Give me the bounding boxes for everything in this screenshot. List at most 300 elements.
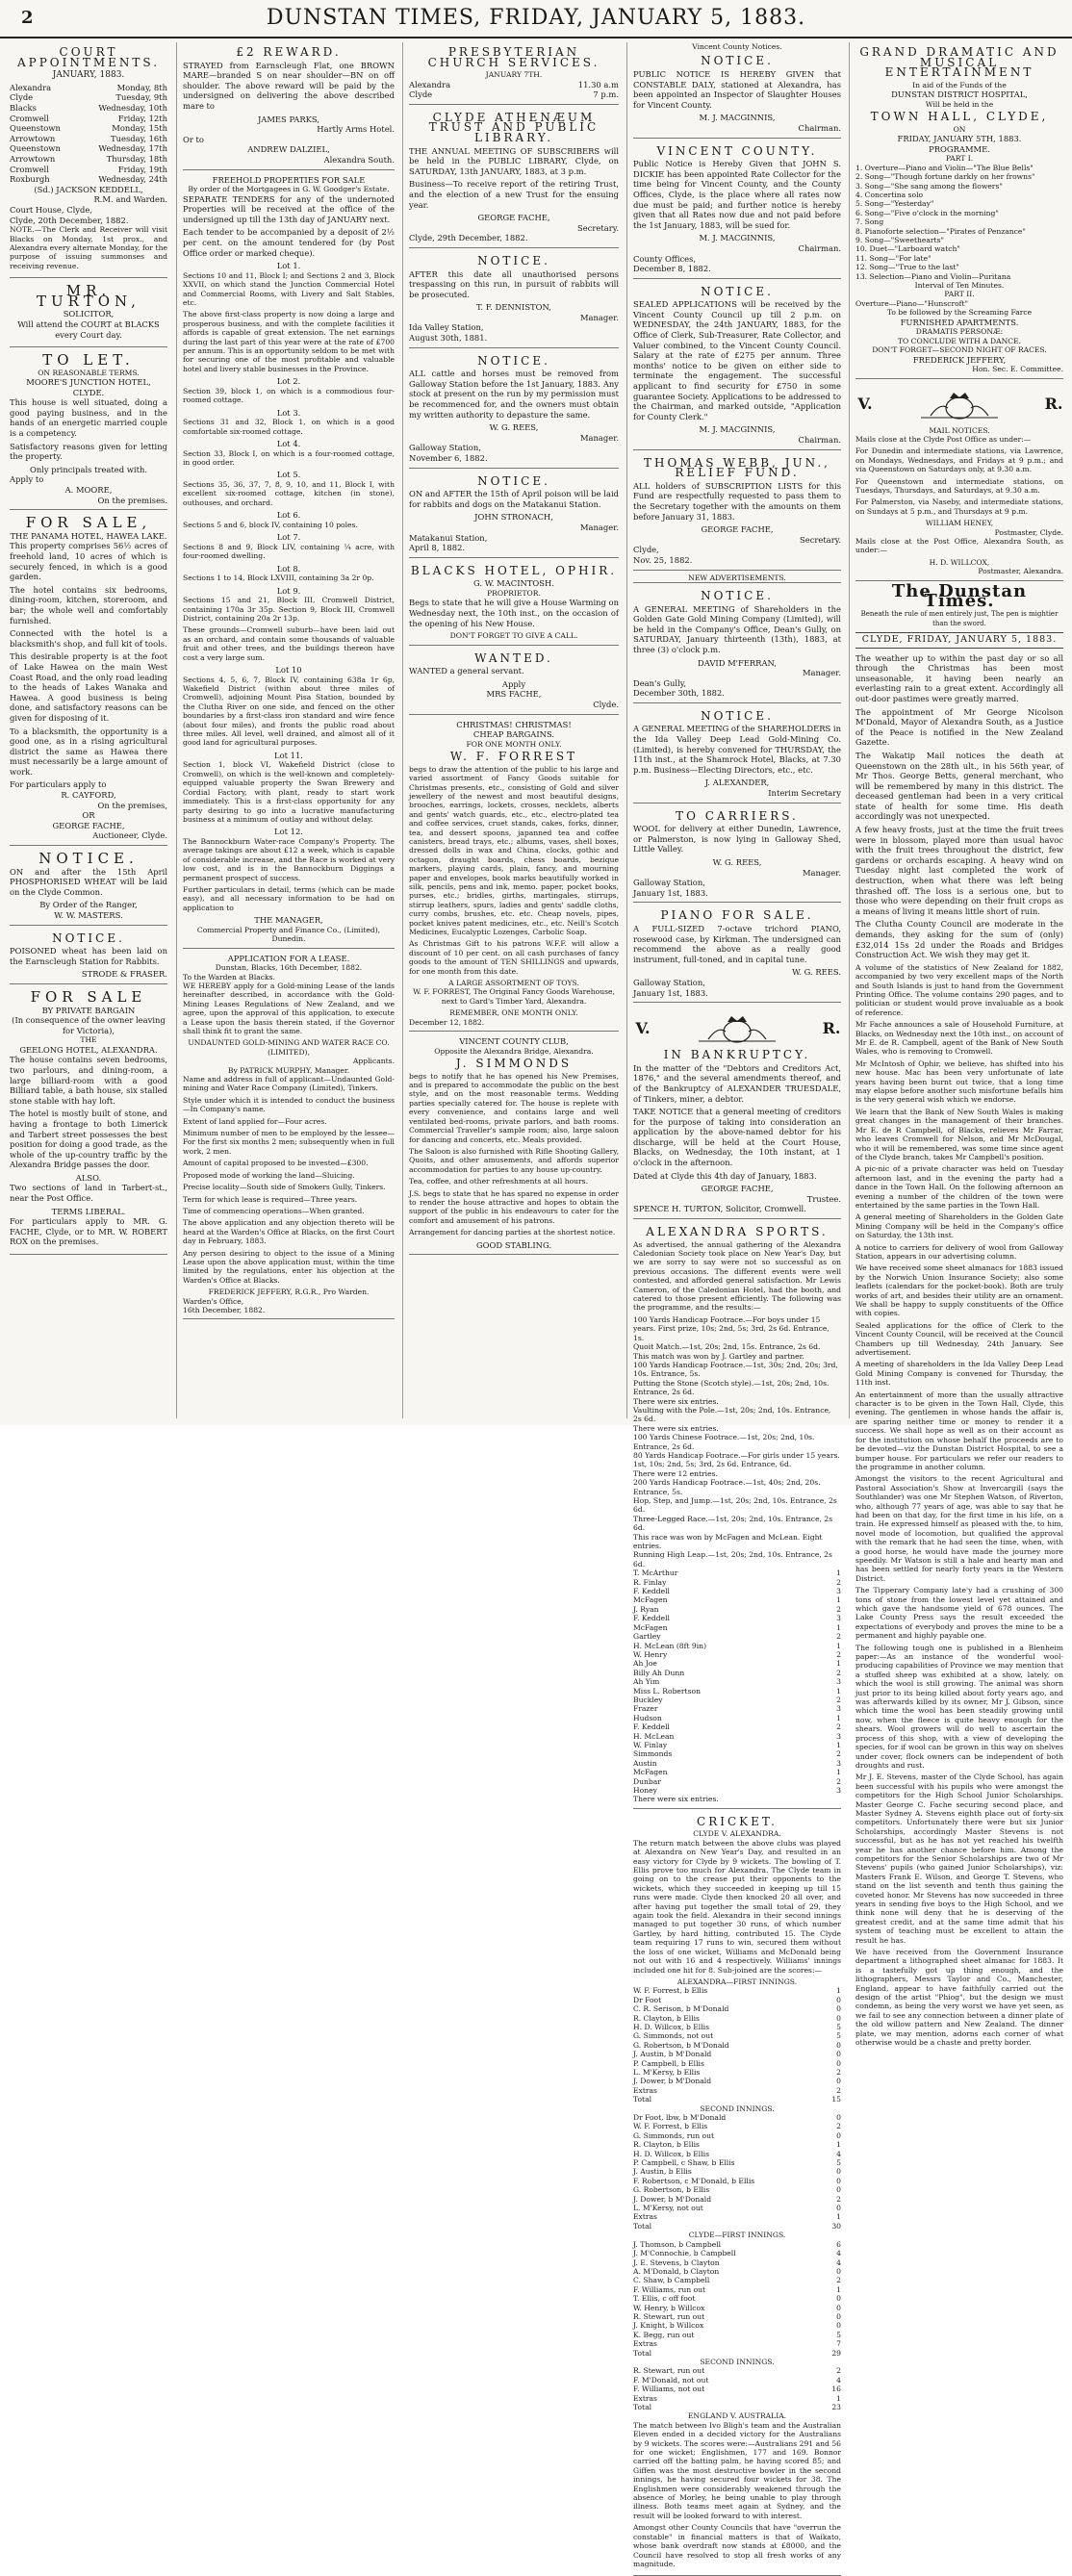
- athenaeum-ad: [409, 108, 619, 248]
- score-row: [633, 1996, 841, 2004]
- solicitor: SPENCE H. TURTON, Solicitor, Cromwell.: [633, 1204, 806, 1214]
- court-place: Blacks: [10, 102, 37, 113]
- county-clerk-notice: [633, 282, 841, 450]
- batsman: W. F. Forrest, b Ellis: [633, 1986, 708, 1996]
- ad-text: AFTER this date all unauthorised persons trespassing on this run, in pursuit of rabbits will be prosecuted.: [409, 268, 619, 299]
- total-label: Total: [633, 2095, 652, 2104]
- result-row: [633, 1677, 841, 1686]
- score-row: [633, 2321, 841, 2330]
- date: JANUARY 7TH.: [485, 70, 543, 80]
- result-position: 3: [836, 1587, 841, 1596]
- total-row: [633, 2349, 841, 2358]
- freehold-properties-ad: [183, 173, 395, 949]
- ad-text: In the matter of the "Debtors and Creditors Act, 1876," and the several amendments thereof, and of the Bankruptcy of ALEXANDER TRUESDALE, of Tinkers, miner, a debtor.: [633, 1062, 841, 1104]
- company-name: UNDAUNTED GOLD-MINING AND WATER RACE CO. (LIMITED),: [188, 1038, 390, 1057]
- event-line: 100 Yards Chinese Footrace.—1st, 20s; 2nd, 10s. Entrance, 2s 6d.: [633, 1433, 815, 1451]
- date: December 30th, 1882.: [633, 688, 725, 699]
- ad-text: The Saloon is also furnished with Rifle Shooting Gallery, Quoits, and other amusements, and affords superior accommodation for parties to any house up-country.: [409, 1146, 619, 1174]
- event-line: 100 Yards Handicap Footrace.—1st, 30s; 2nd, 20s; 3rd, 10s. Entrance, 5s.: [633, 1360, 838, 1379]
- ad-text: ALSO.: [75, 1172, 102, 1183]
- section-heading: NEW ADVERTISEMENTS.: [633, 574, 841, 583]
- service-time: 11.30 a.m: [577, 79, 619, 89]
- masthead: [0, 0, 1072, 38]
- ad-text: THE ANNUAL MEETING OF SUBSCRIBERS will be held in the PUBLIC LIBRARY, Clyde, on SATURDAY, 13th JANUARY, 1883, at 3 p.m.: [409, 145, 619, 176]
- signature-title: Chairman.: [798, 122, 841, 133]
- ad-text: A LARGE ASSORTMENT OF TOYS.: [448, 979, 579, 988]
- total-runs: 30: [831, 2221, 841, 2231]
- signature: W. G. REES,: [489, 422, 539, 433]
- court-place: Arrowtown: [10, 153, 56, 164]
- event-line: Putting the Stone (Scotch style).—1st, 20s; 2nd, 10s. Entrance, 2s 6d.: [633, 1378, 830, 1397]
- result-name: Gartley: [633, 1632, 661, 1642]
- lot-text: These grounds—Cromwell suburb—have been laid out as an orchard, and contain some thousands of valuable fruit and other trees, and the buildings thereon have cost a very large sum.: [183, 625, 395, 662]
- agent-location: On the premises.: [97, 495, 167, 505]
- proprietor-name: G. W. MACINTOSH.: [472, 578, 554, 589]
- cricket-report: [633, 1812, 841, 2576]
- lot-text: Section 39, block 1, on which is a commodious four-roomed cottage.: [183, 386, 395, 405]
- total-label: Total: [633, 2403, 652, 2411]
- ad-heading: NOTICE.: [477, 253, 550, 268]
- part-label: PART I.: [945, 154, 974, 164]
- batsman: J. Austin, b M'Donald: [633, 2050, 712, 2059]
- ad-text: SEPARATE TENDERS for any of the undernoted Properties will be received at the office of the undersigned up till the 13th day of JANUARY next.: [183, 193, 395, 224]
- event-line: There were six entries.: [633, 1423, 719, 1433]
- christmas-bargains-ad: [409, 718, 619, 1033]
- batsman: Extras: [633, 2393, 657, 2403]
- ad-text: Business—To receive report of the retiring Trust, and the election of a new Trust for the ensuing year.: [409, 179, 619, 210]
- event-line: This match was won by J. Gartley and partner.: [633, 1351, 804, 1361]
- ad-text: Mails close at the Clyde Post Office as under:—: [855, 434, 1032, 444]
- court-table: [10, 83, 167, 185]
- score-row: [633, 2249, 841, 2257]
- result-name: Ah Yim: [633, 1677, 660, 1687]
- runs: 0: [836, 2050, 841, 2059]
- court-row: [10, 143, 167, 154]
- poisoned-wheat-notice: [10, 929, 167, 984]
- service-place: Alexandra: [409, 79, 451, 89]
- signature-title: Postmaster, Alexandra.: [978, 567, 1063, 576]
- score-row: [633, 2212, 841, 2221]
- runs: 4: [836, 2249, 841, 2258]
- programme-heading: PROGRAMME.: [929, 143, 990, 154]
- ad-text: For Dunedin and intermediate stations, via Lawrence, on Mondays, Wednesdays, and Fridays at 9 p.m.; and via Queenstown on Saturdays only, at 9.30 a.m.: [855, 446, 1063, 474]
- lot-text: Sections 8 and 9, Block LIV, containing ¼ acre, with four-roomed dwelling.: [183, 542, 395, 561]
- lot-text: Section 1, block VI, Wakefield District (close to Cromwell), on which is the well-known and completely-equipped valuable property the Swan Brewery and Cordial Factory, with plant, ready to start work immediately. This is a first-class opportunity for any party desiring to go into a lucrative manufacturing business at a minimum of outlay and without delay.: [183, 760, 395, 824]
- result-name: H. McLean: [633, 1731, 675, 1741]
- ad-heading: FOR SALE: [30, 987, 147, 1006]
- column-5: [849, 42, 1069, 2048]
- lot-label: Lot 4.: [276, 438, 301, 448]
- result-row: [633, 1650, 841, 1659]
- date: December 8, 1882.: [633, 264, 711, 274]
- result-row: [633, 1623, 841, 1632]
- score-row: [633, 2023, 841, 2031]
- ad-heading: WANTED.: [474, 650, 553, 665]
- to-let-ad: [10, 350, 167, 510]
- batsman: G. Simmonds, run out: [633, 2130, 715, 2140]
- mail-notices: [855, 382, 1063, 581]
- farce-title: FURNISHED APARTMENTS.: [900, 317, 1019, 327]
- ad-text: Style under which it is intended to conduct the business—In Company's name.: [183, 1095, 395, 1114]
- merchant-name: W. F. FORREST: [449, 750, 578, 764]
- signature-place: Galloway Station,: [409, 443, 481, 453]
- news-item: The Tipperary Company late'y had a crushing of 300 tons of stone from the lowest level yet attained and which gave the handsome yield of 678 ounces. The Lake County Press says the result exceeded the expectations of everybody and proves the mine to be a permanent and highly payable one.: [855, 1586, 1063, 1641]
- ad-heading: CRICKET.: [697, 1814, 778, 1828]
- ad-subheading: FOR ONE MONTH ONLY.: [466, 739, 562, 749]
- court-row: [10, 154, 167, 165]
- programme-list: [855, 164, 1063, 281]
- ad-text: ON and after the 15th April PHOSPHORISED WHEAT will be laid on the Clyde Common.: [10, 866, 167, 897]
- result-row: [633, 1578, 841, 1587]
- signature-title: Manager.: [579, 522, 619, 532]
- batsman: J. M'Connochie, b Campbell: [633, 2249, 736, 2258]
- court-date: Wednesday, 24th: [98, 174, 167, 185]
- hotel-name: MOORE'S JUNCTION HOTEL, CLYDE.: [26, 377, 151, 397]
- batsman: P. Campbell, b Ellis: [633, 2058, 704, 2068]
- ad-text: THE: [80, 1035, 97, 1045]
- date: August 30th, 1881.: [409, 333, 488, 344]
- alexandra-sports: [633, 1222, 841, 1809]
- result-name: Dunbar: [633, 1776, 661, 1786]
- result-position: 2: [836, 1749, 841, 1759]
- date: Clyde, 29th December, 1882.: [409, 233, 528, 243]
- ad-text: Only principals treated with.: [29, 464, 148, 474]
- score-row: [633, 2122, 841, 2130]
- ad-text: TERMS LIBERAL.: [51, 1206, 126, 1216]
- ad-heading: MR. TURTON,: [37, 282, 140, 310]
- runs: 0: [836, 2013, 841, 2023]
- event-line: 200 Yards Handicap Footrace.—1st, 40s; 2nd, 20s. Entrance, 5s.: [633, 1478, 821, 1496]
- ad-text: As Christmas Gift to his patrons W.F.F. will allow a discount of 10 per cent. on all cash purchases of fancy goods to the amount of TEN SHILLINGS and upwards, for one month from this date.: [409, 939, 619, 976]
- court-date: Tuesday, 16th: [111, 133, 167, 143]
- result-position: 2: [836, 1776, 841, 1786]
- runs: 5: [836, 2031, 841, 2041]
- score-row: [633, 2285, 841, 2294]
- ad-heading: APPLICATION FOR A LEASE.: [227, 953, 350, 963]
- batsman: F. Williams, not out: [633, 2385, 705, 2394]
- ad-text: SEALED APPLICATIONS will be received by the Vincent County Council up till 2 p.m. on WEDNESDAY, the 24th JANUARY, 1883, for the Office of Clerk, Sub-Treasurer, Rate Collector, and Valuer combined, to the Vincent County Council. Salary at the rate of £275 per annum. Three months' notice to be given on either side to terminate the engagement. The successful applicant to find security for £750 in some guarantee Society. Applications to be addressed to the Chairman, and marked outside, "Application for County Clerk.": [633, 299, 841, 421]
- ad-terms: ON REASONABLE TERMS.: [38, 368, 140, 377]
- batsman: W. F. Forrest, b Ellis: [633, 2122, 708, 2131]
- court-date: Friday, 12th: [117, 113, 167, 123]
- batsman: T. Ellis, c off foot: [633, 2294, 696, 2304]
- batsman: Dr Foot: [633, 1995, 662, 2004]
- result-row: [633, 1605, 841, 1614]
- news-item: A volume of the statistics of New Zealand for 1882, accompanied by two very excellent maps of the North and South Islands is just to hand from the Government Printing Office. The volume contains 290 pages, and to politician or student would prove invaluable as a book of reference.: [855, 962, 1063, 1017]
- programme-item: 8. Pianoforte selection—"Pirates of Penzance": [855, 226, 1026, 236]
- programme-item: 6. Song—"Five o'clock in the morning": [855, 208, 999, 217]
- programme-item: 11. Song—"For late": [855, 253, 932, 263]
- runs: 1: [836, 2212, 841, 2222]
- result-name: F. Keddell: [633, 1722, 670, 1732]
- ad-text: In aid of the Funds of the: [912, 80, 1007, 89]
- batsman: G. Robertson, b M'Donald: [633, 2040, 729, 2050]
- batsman: H. D. Willcox, b Ellis: [633, 2149, 709, 2158]
- result-position: 3: [836, 1614, 841, 1623]
- score-row: [633, 2204, 841, 2212]
- total-runs: 23: [831, 2403, 841, 2411]
- ad-heading: NOTICE.: [701, 284, 774, 298]
- result-name: Buckley: [633, 1695, 663, 1704]
- royal-arms-emblem: V. R.: [633, 1011, 841, 1046]
- lease-application-ad: [183, 952, 395, 1320]
- result-position: 1: [836, 1622, 841, 1632]
- vincent-county-club-ad: [409, 1034, 619, 1255]
- result-row: [633, 1722, 841, 1731]
- ad-text: Term for which lease is required—Three years.: [183, 1194, 358, 1204]
- ad-text: Applicants.: [352, 1057, 395, 1066]
- score-row: [633, 2031, 841, 2040]
- ad-text: DRAMATIS PERSONÆ:: [915, 327, 1004, 337]
- batsman: Extras: [633, 2085, 657, 2095]
- section-heading: Vincent County Notices.: [692, 42, 782, 51]
- ad-text: For Queenstown and intermediate stations, on Tuesdays, Thursdays, and Saturdays, at 9.30 a.m.: [855, 476, 1063, 495]
- innings-heading: CLYDE—FIRST INNINGS.: [688, 2231, 786, 2240]
- ad-subheading: By order of the Mortgagees in G. W. Goodger's Estate.: [188, 185, 390, 194]
- score-row: [633, 2131, 841, 2140]
- ad-tagline: DON'T FORGET TO GIVE A CALL.: [449, 631, 578, 641]
- lot-label: Lot 8.: [276, 563, 301, 574]
- ad-heading: PIANO FOR SALE.: [660, 908, 814, 923]
- programme-item: 13. Selection—Piano and Violin—Puritana: [855, 271, 1011, 281]
- result-position: 1: [836, 1686, 841, 1696]
- signature: M. J. MACGINNIS,: [699, 233, 776, 243]
- ad-text: By Order of the Ranger,: [39, 900, 138, 910]
- batsman: Dr Foot, lbw, b M'Donald: [633, 2113, 727, 2122]
- page-number: 2: [21, 8, 34, 28]
- result-position: 2: [836, 1649, 841, 1659]
- runs: 0: [836, 2130, 841, 2140]
- ad-heading: THOMAS WEBB, JUN., RELIEF FUND.: [644, 455, 830, 480]
- result-name: Frazer: [633, 1704, 658, 1714]
- reward-ad: [183, 42, 395, 170]
- ad-text: A FULL-SIZED 7-octave trichord PIANO, rosewood case, by Kirkman. The undersigned can recommend the above as a really good instrument, full-toned, and in capital tune.: [633, 923, 841, 964]
- ad-text: WANTED a general servant.: [409, 666, 524, 676]
- batsman: A. M'Donald, b Clayton: [633, 2266, 720, 2276]
- batsman: J. Dower, b M'Donald: [633, 2077, 712, 2086]
- court-row: [10, 114, 167, 124]
- score-row: [633, 2312, 841, 2321]
- result-row: [633, 1632, 841, 1641]
- lot-label: Lot 10: [275, 665, 302, 676]
- signature: THE MANAGER,: [254, 915, 323, 926]
- result-row: [633, 1786, 841, 1795]
- agent-location: On the premises,: [97, 800, 167, 810]
- programme-item: 10. Duet—"Larboard watch": [855, 244, 960, 254]
- panama-hotel-ad: [10, 513, 167, 846]
- score-row: [633, 2385, 841, 2393]
- result-row: [633, 1749, 841, 1758]
- batsman: K. Begg, run out: [633, 2330, 695, 2339]
- result-name: Miss L. Robertson: [633, 1686, 701, 1696]
- score-row: [633, 2195, 841, 2204]
- innings-heading: SECOND INNINGS.: [700, 2357, 775, 2366]
- result-name: F. Keddell: [633, 1614, 670, 1623]
- ad-text: A GENERAL MEETING of Shareholders in the Golden Gate Gold Mining Company (Limited), will be held in the Company's Office, Dean's Gully, on SATURDAY, January thirteenth (13th), 1883, at three (3) o'clock p.m.: [633, 603, 841, 654]
- news-item: Mr McIntosh of Ophir, we believe, has shifted into his new house. Mac has been very unfortunate of late years having been burnt out twice, that a long time may elapse before another such misfortune befalls him is the very general wish which we endorse.: [855, 1058, 1063, 1105]
- result-position: 3: [836, 1731, 841, 1741]
- result-row: [633, 1569, 841, 1577]
- runs: 0: [836, 2077, 841, 2086]
- ad-tagline: REMEMBER, ONE MONTH ONLY.: [449, 1008, 578, 1018]
- signature: GEORGE FACHE,: [701, 524, 774, 535]
- signature: MRS FACHE,: [486, 689, 542, 700]
- court-place: Roxburgh: [10, 174, 50, 185]
- ida-valley-notice: [409, 251, 619, 348]
- score-row: [633, 2331, 841, 2339]
- result-name: J. Ryan: [633, 1604, 659, 1614]
- bankruptcy-notice: [633, 1006, 841, 1219]
- ad-text: The hotel is mostly built of stone, and having a frontage to both Limerick and Tarbert street possesses the best position for doing a good trade, as the whole of the up-country traffic by the Alexandra Bridge passes the door.: [10, 1109, 167, 1170]
- ad-heading: MAIL NOTICES.: [929, 425, 990, 435]
- result-position: 1: [836, 1740, 841, 1749]
- turton-ad: [10, 281, 167, 347]
- programme-item: Overture—Piano—"Hunscroft": [855, 298, 969, 308]
- score-row: [633, 2394, 841, 2403]
- signature: DAVID M'FERRAN,: [698, 657, 777, 668]
- ad-text: TO CONCLUDE WITH A DANCE.: [897, 336, 1022, 345]
- court-place: Cromwell: [10, 113, 49, 123]
- programme-item: 5. Song—"Yesterday": [855, 199, 934, 209]
- ida-valley-deep-lead-notice: [633, 706, 841, 803]
- result-name: H. McLean (8ft 9in): [633, 1641, 707, 1650]
- date: January 1st, 1883.: [633, 887, 708, 898]
- hotel-name: GEELONG HOTEL, ALEXANDRA.: [19, 1044, 158, 1055]
- batsman: R. Stewart, run out: [633, 2366, 705, 2376]
- court-date: Thursday, 18th: [106, 153, 167, 164]
- event-line: Running High Leap.—1st, 20s; 2nd, 10s. Entrance, 2s 6d.: [633, 1550, 832, 1569]
- news-item: The Wakatip Mail notices the death at Queenstown on the 28th ult., in his 56th year, of Mr Thos. George Betts, general merchant, who will be remembered by many in this district. The deceased gentleman had been in a very critical state of health for some time. His death accordingly was not unexpected.: [855, 750, 1063, 822]
- ad-text: Tea, coffee, and other refreshments at all hours.: [409, 1177, 588, 1186]
- signature: J. ALEXANDER,: [704, 778, 770, 788]
- runs: 1: [836, 2284, 841, 2294]
- signature-title: Chairman.: [798, 242, 841, 253]
- batsman: W. Henry, b Willcox: [633, 2303, 705, 2312]
- score-row: [633, 2086, 841, 2095]
- court-row: [10, 103, 167, 114]
- ad-text: begs to notify that he has opened his New Premises, and is prepared to accommodate the public on the best style, and on the most reasonable terms. Wedding parties specially catered for. The house is replete with every convenience, and contains large and well ventilated bed-rooms, private parlors, and bath rooms. Commercial Traveller's sample room; also, large saloon for dancing and concerts, etc. Meals provided.: [409, 1071, 619, 1144]
- ad-heading: COURT APPOINTMENTS.: [16, 45, 161, 69]
- runs: 0: [836, 2058, 841, 2068]
- result-row: [633, 1714, 841, 1722]
- signature-place: Galloway Station,: [633, 977, 705, 987]
- ad-heading: TO LET.: [42, 351, 135, 370]
- court-row: [10, 83, 167, 93]
- ad-heading: BLACKS HOTEL, OPHIR.: [410, 563, 618, 577]
- score-row: [633, 2304, 841, 2312]
- event-line: 100 Yards Handicap Footrace.—For boys under 15 years. First prize, 10s; 2nd, 5s; 3rd, 2s 6d. Entrance, 1s.: [633, 1314, 830, 1342]
- geelong-hotel-ad: [10, 987, 167, 1255]
- wanted-ad: [409, 649, 619, 715]
- result-position: 1: [836, 1641, 841, 1650]
- ad-text: WE HEREBY apply for a Gold-mining Lease of the lands hereinafter described, in accordance with the Gold-Mining Leases Regulations of New Zealand, and we agree, upon the approval of this application, to execute a Lease upon the basis therein stated, if the Governor shall think fit to grant the same.: [183, 981, 395, 1035]
- ad-text: Further particulars in detail, terms (which can be made easy), and all necessary information to be had on application to: [183, 884, 395, 912]
- score-row: [633, 2339, 841, 2348]
- ad-text: PUBLIC NOTICE IS HEREBY GIVEN that CONSTABLE DALY, stationed at Alexandra, has been appointed an Inspector of Slaughter Houses for Vincent County.: [633, 69, 841, 110]
- result-row: [633, 1659, 841, 1668]
- ad-text: For particulars apply to: [10, 779, 107, 790]
- court-place: Arrowtown: [10, 133, 56, 143]
- entertainment-programme: [855, 42, 1063, 379]
- signature: M. J. MACGINNIS,: [699, 113, 776, 123]
- proprietor-name: J. SIMMONDS: [455, 1057, 573, 1071]
- date: January 1st, 1883.: [633, 987, 708, 998]
- result-position: 2: [836, 1695, 841, 1704]
- ad-text: J.S. begs to state that he has spared no expense in order to render the house attractive and hopes to obtain the support of the public in his endeavours to cater for the comfort and amusement of his patrons.: [409, 1188, 619, 1225]
- crown-icon: [911, 389, 1008, 421]
- court-date: Monday, 15th: [112, 123, 167, 134]
- column-2: [176, 42, 400, 1418]
- signature: W. G. REES.: [792, 967, 841, 978]
- galloway-notice: [409, 351, 619, 469]
- ad-text: Each tender to be accompanied by a deposit of 2½ per cent. on the amount tendered for (by Post Office order or marked cheque).: [183, 227, 395, 258]
- ad-text: Extent of land applied for—Four acres.: [183, 1116, 327, 1126]
- ad-text: ALL holders of SUBSCRIPTION LISTS for this Fund are respectfully requested to pass them to the Secretary together with the amounts on them before January 31, 1883.: [633, 480, 841, 522]
- ad-heading: PRESBYTERIAN CHURCH SERVICES.: [427, 45, 600, 69]
- result-position: 3: [836, 1677, 841, 1687]
- signature: W. W. MASTERS.: [54, 910, 123, 920]
- court-row: [10, 92, 167, 103]
- ad-heading: NOTICE.: [477, 353, 550, 368]
- runs: 0: [836, 2004, 841, 2014]
- signature-title: Interim Secretary: [768, 788, 841, 799]
- score-row: [633, 2167, 841, 2176]
- signature-title: Manager.: [802, 668, 841, 678]
- event-line: There were six entries.: [633, 1396, 719, 1406]
- result-position: 3: [836, 1786, 841, 1795]
- news-item: Amongst other County Councils that have "overrun the constable" in financial matters is that of Waikato, whose bank overdraft now stands at £8000, and the Council have resolved to stop all fresh works of any magnitude.: [633, 2523, 841, 2568]
- court-place: Queenstown: [10, 123, 61, 134]
- result-row: [633, 1669, 841, 1677]
- signature: GEORGE FACHE,: [477, 213, 550, 223]
- signature-title: Secretary.: [577, 222, 619, 233]
- lot-text: Sections 10 and 11, Block I; and Sections 2 and 3, Block XXVII, on which stand the Junction Commercial Hotel and Commercial Rooms, with Livery and Salt Stables, etc.: [183, 270, 395, 307]
- lot-label: Lot 5.: [276, 470, 301, 480]
- event-line: There were six entries.: [633, 1795, 719, 1804]
- ad-heading: NOTICE.: [701, 588, 774, 602]
- news-item: The following tough one is published in a Blenheim paper:—As an instance of the wonderful wool-producing capabilities of Province we may mention that a stuffed sheep was exhibited at a show, lately, on which the wool is still growing. The animal was shorn just prior to its being killed about forty years ago, and was afterwards killed by its owner, Mr J. Gibson, since which time the wool has been steadily growing until now, when the fleece is quite heavy enough for the shears. Wool growers will do well to ascertain the process of this shop, with a view of developing the species, for if wool can be grown in this way on shelves under cover, flock owners can be independent of both droughts and rust.: [855, 1643, 1063, 1770]
- news-item: Amongst the visitors to the recent Agricultural and Pastoral Association's Show at Invercargill (says the Southlander) was one Mr Stephen Watson, of Riverton, who, although 77 years of age, was able to say that he had been on that day, for the first time in his life, on a train. He expressed himself as pleased with the, to him, novel mode of locomotion, but qualified the approval with the remark that he had seen the time, when, with a good horse, he would have made the journey more speedily. Mr Watson is still a hale and hearty man and has been settled for nearly forty years in the Western District.: [855, 1474, 1063, 1583]
- batsman: C. Shaw, b Campbell: [633, 2276, 710, 2285]
- runs: 0: [836, 2321, 841, 2331]
- result-name: Honey: [633, 1786, 657, 1795]
- signature-place: Commercial Property and Finance Co., (Limited), Dunedin.: [196, 925, 381, 944]
- ad-subheading: CLYDE V. ALEXANDRA.: [693, 1829, 781, 1839]
- lot-text: Sections 31 and 32, Block 1, on which is a good comfortable six-roomed cottage.: [183, 418, 395, 436]
- ad-subheading: Opposite the Alexandra Bridge, Alexandra.: [434, 1046, 594, 1056]
- ad-text: Minimum number of men to be employed by the lessee—For the first six months 2 men; subsequently when in full work, 2 men.: [183, 1129, 395, 1156]
- score-row: [633, 2267, 841, 2276]
- date: Dunstan, Blacks, 16th December, 1882.: [215, 963, 363, 973]
- signature-title: R.M. and Warden.: [93, 194, 167, 205]
- ad-text: ON: [953, 124, 966, 134]
- column-4: [626, 42, 847, 2568]
- ad-text: WOOL for delivery at either Dunedin, Lawrence, or Palmerston, is now lying in Galloway Shed, Little Valley.: [633, 824, 841, 854]
- score-row: [633, 2113, 841, 2122]
- runs: 1: [836, 2393, 841, 2403]
- signature-title: Secretary.: [800, 534, 841, 545]
- news-item: The weather up to within the past day or so all through the Christmas has been most unseasonable, it having been nearly an everlasting rain to a great extent. Accordingly all out-door pastimes were greatly marred.: [855, 652, 1063, 703]
- total-label: Total: [633, 2221, 652, 2231]
- signature-title: Hon. Sec. E. Committee.: [972, 365, 1063, 374]
- lot-label: Lot 7.: [276, 532, 301, 543]
- apply-label: Apply: [501, 678, 526, 689]
- batsman: J. E. Stevens, b Clayton: [633, 2257, 720, 2267]
- proprietor-title: PROPRIETOR.: [487, 588, 541, 598]
- score-row: [633, 2240, 841, 2249]
- result-position: 1: [836, 1713, 841, 1722]
- event-line: Vaulting with the Pole.—1st, 20s; 2nd, 10s. Entrance, 2s 6d.: [633, 1405, 831, 1424]
